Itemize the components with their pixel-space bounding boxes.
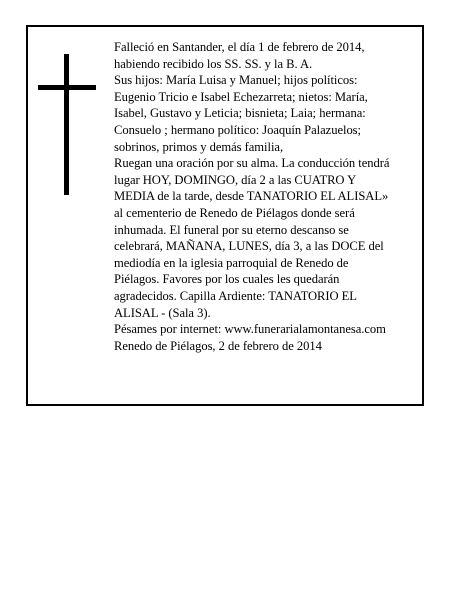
- cross-vertical-bar: [64, 54, 69, 195]
- obituary-text: Falleció en Santander, el día 1 de febrero de 2014, habiendo recibido los SS. SS. y la B. A. Sus hijos: María Luisa y Manuel; hijos políticos: Eugenio Tricio e Isabel Echezarreta; nietos: María, Isabel, Gustavo y Leticia; bisnieta; Laia; hermana: Consuelo ; hermano político: Joaquín Palazuelos; sobrinos, primos y demás familia, Ruegan una oración por su alma. La conducción tendrá lugar HOY, DOMINGO, día 2 a las CUATRO Y MEDIA de la tarde, desde TANATORIO EL ALISAL» al cementerio de Renedo de Piélagos donde será inhumada. El funeral por su eterno descanso se celebrará, MAÑANA, LUNES, día 3, a las DOCE del mediodía en la iglesia parroquial de Renedo de Piélagos. Favores por los cuales les quedarán agradecidos. Capilla Ardiente: TANATORIO EL ALISAL - (Sala 3). Pésames por internet: www.funerarialamontanesa.com Renedo de Piélagos, 2 de febrero de 2014: [114, 40, 390, 353]
- cross-horizontal-bar: [38, 85, 96, 90]
